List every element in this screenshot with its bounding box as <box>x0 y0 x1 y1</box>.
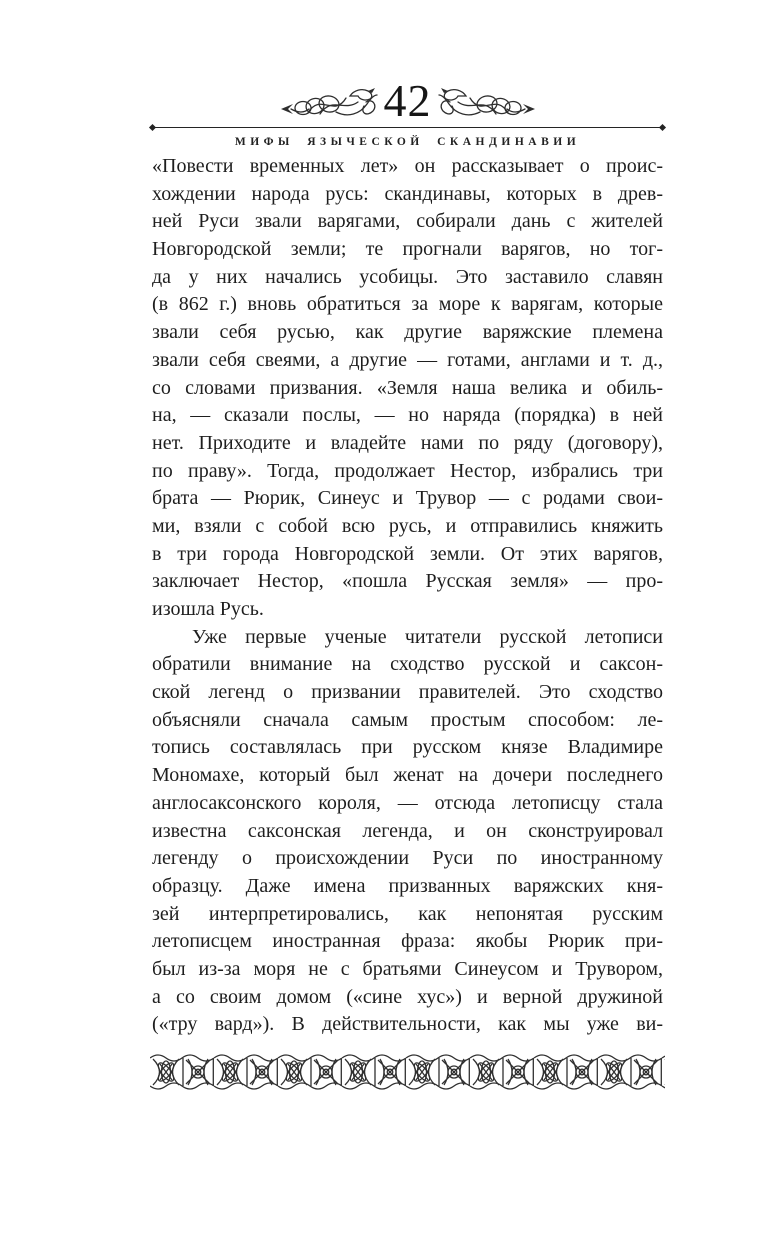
text-line: «Повести временных лет» он рассказывает о проис- <box>152 155 663 177</box>
knotwork-band-icon <box>150 1054 665 1090</box>
text-line: звали себя свеями, а другие — готами, англами и т. д., <box>152 348 663 371</box>
text-line: англосаксонского короля, — отсюда летописцу стала <box>152 791 663 814</box>
paragraph <box>152 624 663 1039</box>
page-footer <box>150 1054 665 1090</box>
running-head: МИФЫ ЯЗЫЧЕСКОЙ СКАНДИНАВИИ <box>234 136 581 148</box>
text-line: топись составлялась при русском князе Владимире <box>152 736 663 759</box>
text-line: объясняли сначала самым простым способом: ле- <box>152 708 663 731</box>
text-line: брата — Рюрик, Синеус и Трувор — с родами свои- <box>152 487 663 510</box>
text-line: ней Руси звали варягами, собирали дань с жителей <box>152 210 663 233</box>
text-line: был из-за моря не с братьями Синеусом и Трувором, <box>152 957 663 980</box>
text-line: ми, взяли с собой всю русь, и отправились княжить <box>152 514 663 537</box>
text-line: звали себя русью, как другие варяжские племена <box>152 321 663 344</box>
right-knotwork-flourish-icon <box>438 82 538 120</box>
text-line: известна саксонская легенда, и он сконструировал <box>152 819 663 842</box>
text-line: в три города Новгородской земли. От этих варягов, <box>152 542 663 565</box>
text-line: Новгородской земли; те прогнали варягов, но тог- <box>152 238 663 261</box>
header-rule <box>152 127 663 128</box>
text-line: ской легенд о призвании правителей. Это сходство <box>152 681 663 704</box>
paragraph <box>152 153 663 624</box>
page-number: 42 <box>383 75 432 126</box>
header-ornament-row <box>152 75 663 126</box>
text-line: зей интерпретировались, как непонятая русским <box>152 902 663 925</box>
page-header <box>152 75 663 148</box>
text-line: образцу. Даже имена призванных варяжских кня- <box>152 874 663 897</box>
text-line: нет. Приходите и владейте нами по ряду (договору), <box>152 431 663 454</box>
text-line: а со своим домом («сине хус») и верной дружиной <box>152 985 663 1008</box>
text-line: легенду о происхождении Руси по иностранному <box>152 847 663 870</box>
text-line: обратили внимание на сходство русской и саксон- <box>152 653 663 676</box>
text-line: летописцем иностранная фраза: якобы Рюрик при- <box>152 930 663 953</box>
text-line: заключает Нестор, «пошла Русская земля» — про- <box>152 570 663 593</box>
text-line: («тру вард»). В действительности, как мы уже ви- <box>152 1013 663 1036</box>
text-line: (в 862 г.) вновь обратиться за море к варягам, которые <box>152 293 663 316</box>
body-text <box>152 153 663 1045</box>
text-line: хождении народа русь: скандинавы, которых в древ- <box>152 182 663 205</box>
text-line: со словами призвания. «Земля наша велика и обиль- <box>152 376 663 399</box>
text-line: да у них начались усобицы. Это заставило славян <box>152 265 663 288</box>
text-line: Уже первые ученые читатели русской летописи <box>192 625 663 648</box>
text-line: изошла Русь. <box>152 598 264 620</box>
text-line: по праву». Тогда, продолжает Нестор, избрались три <box>152 459 663 482</box>
left-knotwork-flourish-icon <box>278 82 378 120</box>
text-line: на, — сказали послы, — но наряда (порядка) в ней <box>152 404 663 427</box>
text-line: Мономахе, который был женат на дочери последнего <box>152 764 663 787</box>
